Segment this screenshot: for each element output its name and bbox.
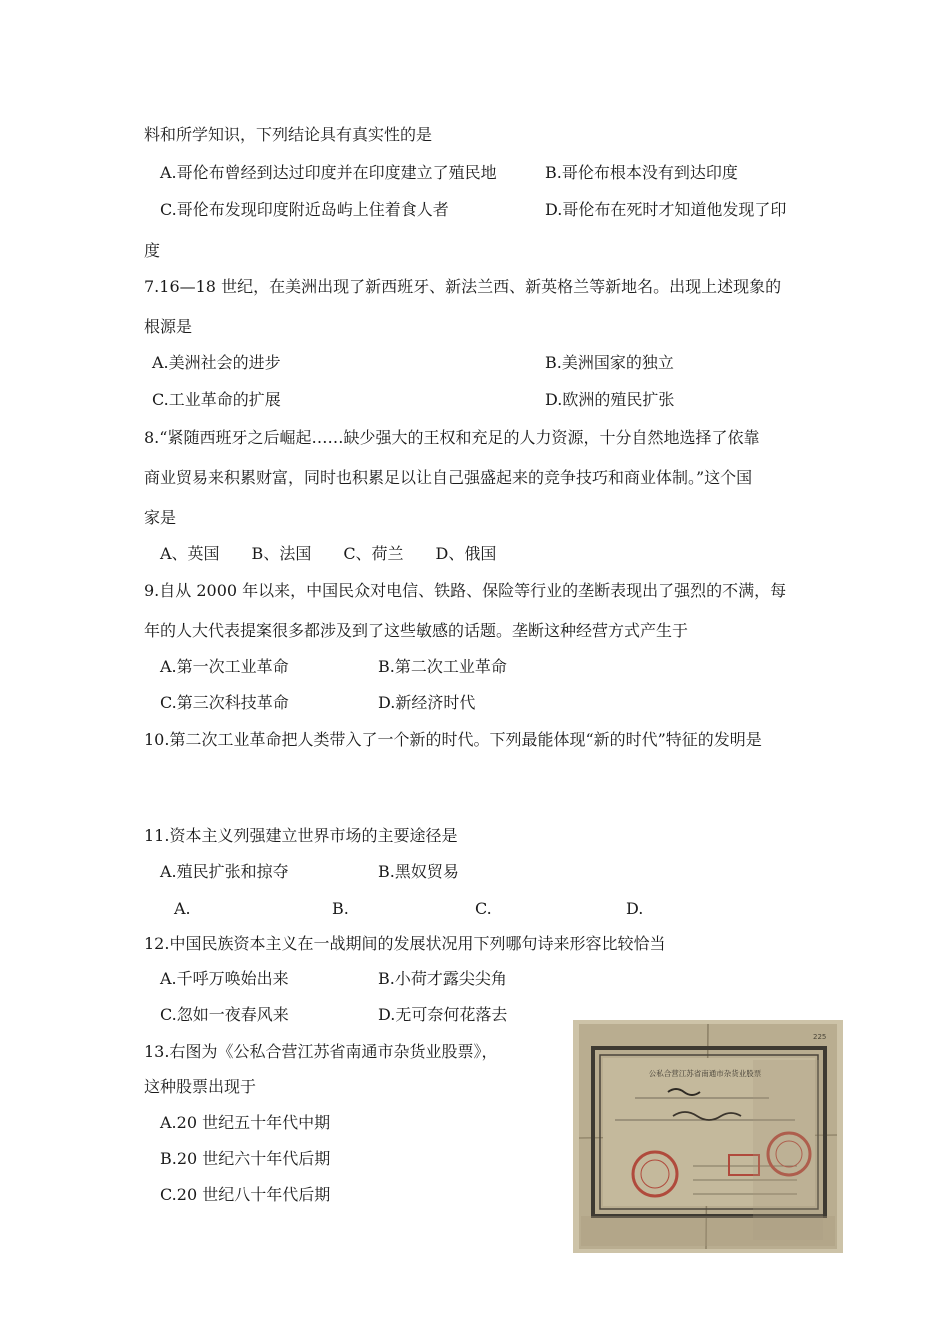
- q7-option-b: B.美洲国家的独立: [545, 353, 674, 372]
- stock-serial: 225: [813, 1033, 827, 1041]
- q13-stem: 13.右图为《公私合营江苏省南通市杂货业股票》，: [144, 1042, 498, 1061]
- q11-option-a: A.殖民扩张和掠夺: [160, 862, 289, 881]
- q8-stem-cont: 商业贸易来积累财富，同时也积累足以让自己强盛起来的竞争技巧和商业体制。”这个国: [144, 468, 753, 487]
- q7-option-c: C.工业革命的扩展: [152, 390, 281, 409]
- q9-option-b: B.第二次工业革命: [378, 657, 507, 676]
- q9-stem: 9.自从 2000 年以来，中国民众对电信、铁路、保险等行业的垄断表现出了强烈的不满，每: [144, 581, 787, 600]
- q9-option-d: D.新经济时代: [378, 693, 476, 712]
- q12-option-b: B.小荷才露尖尖角: [378, 969, 507, 988]
- q10-option-d: D.: [626, 899, 644, 918]
- q13-option-a: A.20 世纪五十年代中期: [160, 1113, 331, 1132]
- q13-stem-cont: 这种股票出现于: [144, 1077, 257, 1096]
- q11-option-b: B.黑奴贸易: [378, 862, 459, 881]
- q6-stem-cont: 料和所学知识，下列结论具有真实性的是: [144, 125, 433, 144]
- q6-option-c: C.哥伦布发现印度附近岛屿上住着食人者: [160, 200, 449, 219]
- q13-option-b: B.20 世纪六十年代后期: [160, 1149, 331, 1168]
- q11-stem: 11.资本主义列强建立世界市场的主要途径是: [144, 826, 458, 845]
- stock-title: 公私合营江苏省南通市杂货业股票: [648, 1069, 762, 1078]
- q7-stem-cont: 根源是: [144, 317, 193, 336]
- q10-option-a: A.: [174, 899, 191, 918]
- q12-option-a: A.千呼万唤始出来: [160, 969, 289, 988]
- q8-stem: 8.“紧随西班牙之后崛起……缺少强大的王权和充足的人力资源，十分自然地选择了依靠: [144, 428, 760, 447]
- q8-options: A、英国 B、法国 C、荷兰 D、俄国: [160, 544, 497, 563]
- q8-stem-end: 家是: [144, 508, 177, 527]
- q10-stem: 10.第二次工业革命把人类带入了一个新的时代。下列最能体现“新的时代”特征的发明是: [144, 730, 762, 749]
- q7-option-d: D.欧洲的殖民扩张: [545, 390, 675, 409]
- q9-stem-cont: 年的人大代表提案很多都涉及到了这些敏感的话题。垄断这种经营方式产生于: [144, 621, 689, 640]
- q7-option-a: A.美洲社会的进步: [152, 353, 281, 372]
- q6-option-a: A.哥伦布曾经到达过印度并在印度建立了殖民地: [160, 163, 497, 182]
- stock-certificate-image: [573, 1020, 843, 1253]
- q6-option-d: D.哥伦布在死时才知道他发现了印: [545, 200, 787, 219]
- q12-stem: 12.中国民族资本主义在一战期间的发展状况用下列哪句诗来形容比较恰当: [144, 934, 666, 953]
- q6-option-d-cont: 度: [144, 241, 161, 260]
- q6-option-b: B.哥伦布根本没有到达印度: [545, 163, 738, 182]
- q10-option-c: C.: [475, 899, 492, 918]
- q10-option-b: B.: [332, 899, 349, 918]
- q7-stem: 7.16—18 世纪，在美洲出现了新西班牙、新法兰西、新英格兰等新地名。出现上述现象的: [144, 277, 782, 296]
- q9-option-a: A.第一次工业革命: [160, 657, 289, 676]
- q12-option-c: C.忽如一夜春风来: [160, 1005, 289, 1024]
- q9-option-c: C.第三次科技革命: [160, 693, 289, 712]
- q13-option-c: C.20 世纪八十年代后期: [160, 1185, 331, 1204]
- q12-option-d: D.无可奈何花落去: [378, 1005, 508, 1024]
